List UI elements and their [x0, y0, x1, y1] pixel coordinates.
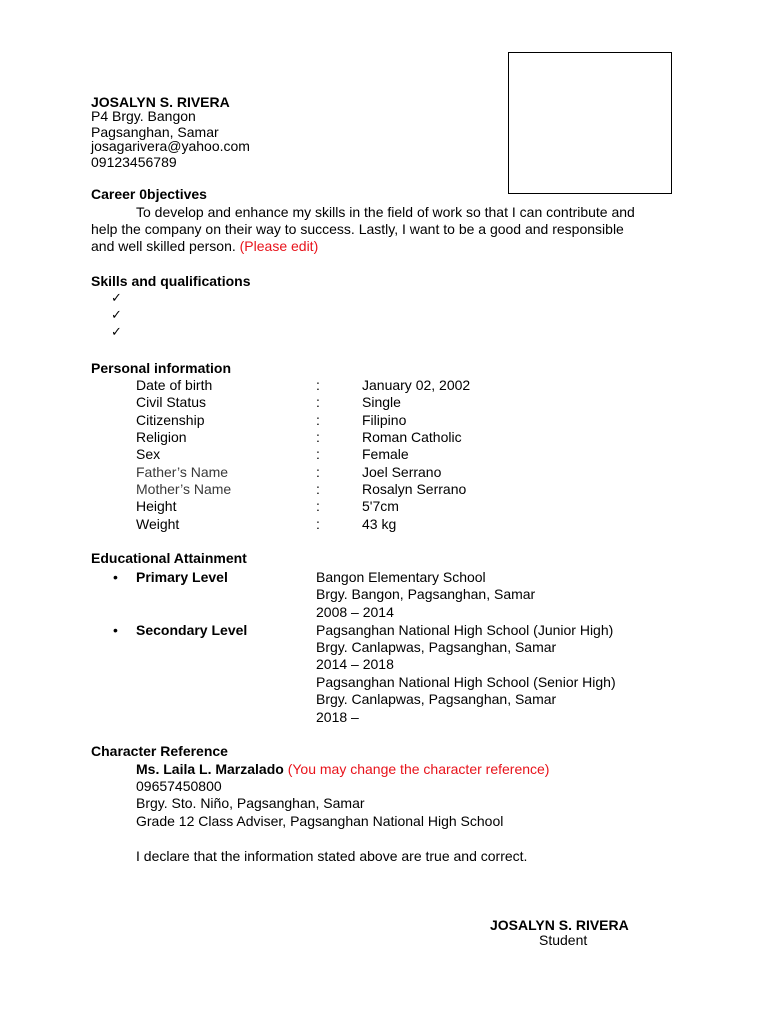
- personal-row-label: Date of birth: [136, 377, 213, 393]
- personal-row-label: Citizenship: [136, 412, 205, 428]
- signature-name: JOSALYN S. RIVERA: [490, 917, 629, 933]
- check-icon: ✓: [111, 307, 122, 322]
- personal-row-value: January 02, 2002: [362, 377, 471, 393]
- declaration: I declare that the information stated above are true and correct.: [136, 848, 528, 864]
- address-line-1: P4 Brgy. Bangon: [91, 108, 196, 124]
- primary-line: Brgy. Bangon, Pagsanghan, Samar: [316, 586, 536, 602]
- personal-row-separator: :: [316, 464, 320, 480]
- personal-row-label: Weight: [136, 516, 180, 532]
- personal-row-separator: :: [316, 498, 320, 514]
- personal-row-value: Filipino: [362, 412, 407, 428]
- check-icon: ✓: [111, 324, 122, 339]
- personal-row-value: Female: [362, 446, 409, 462]
- address-line-2: Pagsanghan, Samar: [91, 124, 219, 140]
- objectives-line-2: help the company on their way to success. Lastly, I want to be a good and responsible: [91, 221, 624, 237]
- secondary-line: Brgy. Canlapwas, Pagsanghan, Samar: [316, 639, 557, 655]
- personal-row-value: Rosalyn Serrano: [362, 481, 467, 497]
- skills-heading: Skills and qualifications: [91, 273, 251, 289]
- bullet-icon: •: [113, 569, 118, 585]
- objectives-line-1: To develop and enhance my skills in the field of work so that I can contribute and: [136, 204, 635, 220]
- bullet-icon: •: [113, 622, 118, 638]
- check-icon: ✓: [111, 290, 122, 305]
- reference-name: Ms. Laila L. Marzalado: [136, 761, 284, 777]
- personal-row-label: Mother’s Name: [136, 481, 232, 497]
- objectives-heading: Career 0bjectives: [91, 186, 207, 202]
- personal-row-separator: :: [316, 394, 320, 410]
- personal-row-value: Single: [362, 394, 401, 410]
- primary-line: Bangon Elementary School: [316, 569, 486, 585]
- reference-name-line: [136, 761, 549, 777]
- personal-row-label: Sex: [136, 446, 161, 462]
- applicant-name: JOSALYN S. RIVERA: [91, 94, 230, 110]
- phone: 09123456789: [91, 154, 177, 170]
- personal-heading: Personal information: [91, 360, 232, 376]
- reference-position: Grade 12 Class Adviser, Pagsanghan National High School: [136, 813, 504, 829]
- personal-row-label: Religion: [136, 429, 187, 445]
- secondary-level-label: Secondary Level: [136, 622, 248, 638]
- reference-phone: 09657450800: [136, 778, 222, 794]
- personal-row-label: Father’s Name: [136, 464, 229, 480]
- secondary-line: 2014 – 2018: [316, 656, 394, 672]
- primary-level-label: Primary Level: [136, 569, 228, 585]
- personal-row-separator: :: [316, 412, 320, 428]
- education-heading: Educational Attainment: [91, 550, 247, 566]
- secondary-line: 2018 –: [316, 709, 359, 725]
- reference-note: (You may change the character reference): [287, 761, 550, 777]
- photo-placeholder: [508, 52, 672, 194]
- signature-role: Student: [539, 932, 588, 948]
- personal-row-value: Joel Serrano: [362, 464, 442, 480]
- personal-row-label: Height: [136, 498, 177, 514]
- personal-row-value: Roman Catholic: [362, 429, 462, 445]
- personal-row-separator: :: [316, 481, 320, 497]
- reference-address: Brgy. Sto. Niño, Pagsanghan, Samar: [136, 795, 365, 811]
- personal-row-value: 5'7cm: [362, 498, 399, 514]
- objectives-edit-note: (Please edit): [239, 238, 319, 254]
- personal-row-separator: :: [316, 429, 320, 445]
- personal-row-label: Civil Status: [136, 394, 207, 410]
- objectives-line-3: [91, 238, 318, 254]
- objectives-text: and well skilled person.: [91, 238, 236, 254]
- personal-row-value: 43 kg: [362, 516, 397, 532]
- reference-heading: Character Reference: [91, 743, 228, 759]
- personal-row-separator: :: [316, 377, 320, 393]
- secondary-line: Pagsanghan National High School (Senior High): [316, 674, 616, 690]
- secondary-line: Brgy. Canlapwas, Pagsanghan, Samar: [316, 691, 557, 707]
- personal-row-separator: :: [316, 446, 320, 462]
- email: josagarivera@yahoo.com: [91, 138, 250, 154]
- secondary-line: Pagsanghan National High School (Junior High): [316, 622, 614, 638]
- primary-line: 2008 – 2014: [316, 604, 394, 620]
- personal-row-separator: :: [316, 516, 320, 532]
